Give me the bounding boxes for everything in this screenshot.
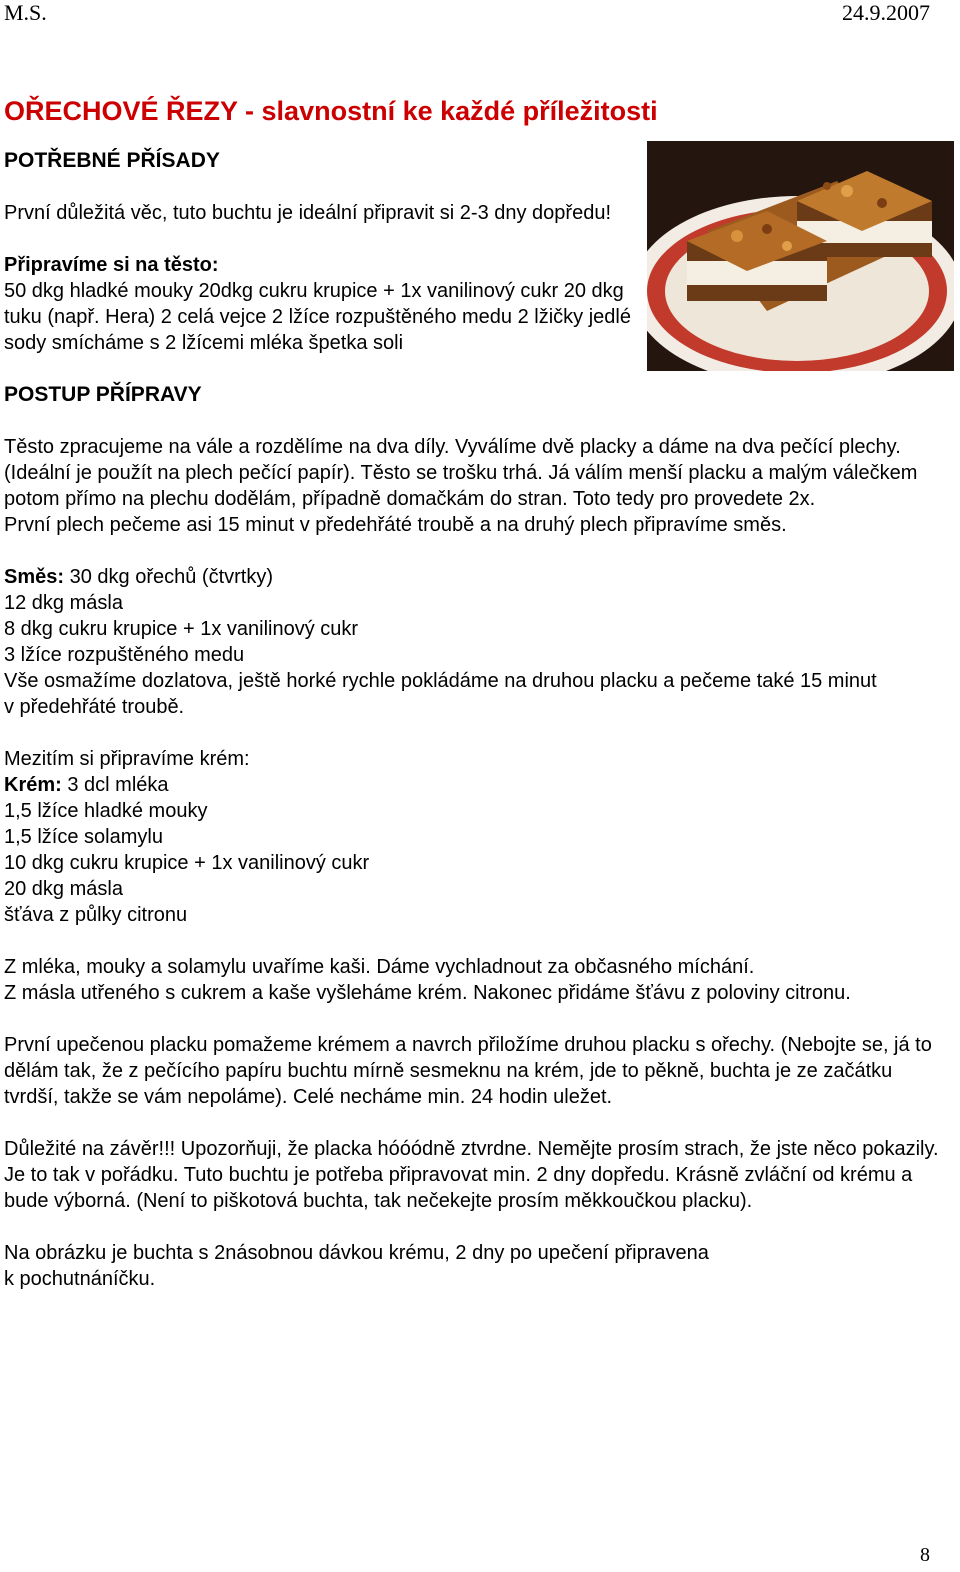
page-number: 8 — [920, 1544, 930, 1566]
cream-method-step: Z mléka, mouky a solamylu uvaříme kaši. Dáme vychladnout za občasného míchání. — [4, 956, 755, 978]
cream-ingredient: 3 dcl mléka — [67, 774, 169, 796]
important-paragraph: Důležité na závěr!!! Upozorňuji, že placka hóóódně ztvrdne. Nemějte prosím strach, že jste něco pokazily. Je to tak v pořádku. Tuto buchtu je potřeba připravovat min. 2 dny dopředu. Krásně zvláční od krému a bude výborná. (Není to piškotová buchta, tak nečekejte prosím měkkoučkou placku). — [4, 1138, 939, 1212]
method-step: První plech pečeme asi 15 minut v předehřáté troubě a na druhý plech připravíme směs. — [4, 514, 787, 536]
mixture-label: Směs: — [4, 566, 65, 588]
cream-ingredient: šťáva z půlky citronu — [4, 904, 188, 926]
mixture-ingredient: 8 dkg cukru krupice + 1x vanilinový cukr — [4, 618, 359, 640]
mixture-paragraph — [4, 564, 944, 720]
recipe-content — [4, 95, 944, 1318]
assembly-paragraph: První upečenou placku pomažeme krémem a navrch přiložíme druhou placku s ořechy. (Nebojte se, já to dělám tak, že z pečícího papíru buchtu mírně sesmeknu na krém, jde to pěkně, buchta je ze začátku tvrdší, takže se vám nepoláme). Celé necháme min. 24 hodin uležet. — [4, 1034, 932, 1108]
header-author: M.S. — [4, 0, 47, 25]
method-step: (Ideální je použít na plech pečící papír). Těsto se trošku trhá. Já válím menší placku a malým válečkem potom přímo na plechu dodělám, případně domačkám do stran. Toto tedy pro provedete 2x. — [4, 462, 918, 510]
dough-text: 50 dkg hladké mouky 20dkg cukru krupice + 1x vanilinový cukr 20 dkg tuku (např. Hera) 2 celá vejce 2 lžíce rozpuštěného medu 2 lžičky jedlé sody smícháme s 2 lžícemi mléka špetka soli — [4, 280, 631, 354]
cream-ingredient: 1,5 lžíce solamylu — [4, 826, 163, 848]
cream-label: Krém: — [4, 774, 62, 796]
intro-paragraph: První důležitá věc, tuto buchtu je ideální připravit si 2-3 dny dopředu! — [4, 202, 612, 224]
cream-ingredient: 20 dkg másla — [4, 878, 123, 900]
mixture-ingredient: 30 dkg ořechů (čtvrtky) — [69, 566, 274, 588]
mixture-first-line — [4, 564, 944, 590]
cream-ingredient: 10 dkg cukru krupice + 1x vanilinový cukr — [4, 852, 370, 874]
method-paragraph — [4, 434, 944, 538]
dough-paragraph — [4, 252, 634, 356]
cream-first-line — [4, 772, 944, 798]
mixture-ingredient: 12 dkg másla — [4, 592, 123, 614]
mixture-instruction: v předehřáté troubě. — [4, 696, 185, 718]
mixture-instruction: Vše osmažíme dozlatova, ještě horké rychle pokládáme na druhou placku a pečeme také 15 minut — [4, 670, 877, 692]
method-step: Těsto zpracujeme na vále a rozdělíme na dva díly. Vyválíme dvě placky a dáme na dva pečící plechy. — [4, 436, 901, 458]
method-heading: POSTUP PŘÍPRAVY — [4, 383, 202, 406]
cream-method-paragraph — [4, 954, 944, 1006]
ingredients-heading: POTŘEBNÉ PŘÍSADY — [4, 149, 220, 172]
cream-method-step: Z másla utřeného s cukrem a kaše vyšleháme krém. Nakonec přidáme šťávu z poloviny citronu. — [4, 982, 851, 1004]
photo-note-paragraph — [4, 1240, 944, 1292]
cream-paragraph — [4, 746, 944, 928]
cream-intro: Mezitím si připravíme krém: — [4, 748, 250, 770]
header-date: 24.9.2007 — [842, 0, 930, 25]
cream-ingredient: 1,5 lžíce hladké mouky — [4, 800, 208, 822]
dough-label: Připravíme si na těsto: — [4, 254, 219, 276]
photo-note-line: Na obrázku je buchta s 2násobnou dávkou krému, 2 dny po upečení připravena — [4, 1242, 709, 1264]
photo-note-line: k pochutnáníčku. — [4, 1268, 156, 1290]
recipe-title: OŘECHOVÉ ŘEZY - slavnostní ke každé příležitosti — [4, 96, 658, 126]
mixture-ingredient: 3 lžíce rozpuštěného medu — [4, 644, 245, 666]
